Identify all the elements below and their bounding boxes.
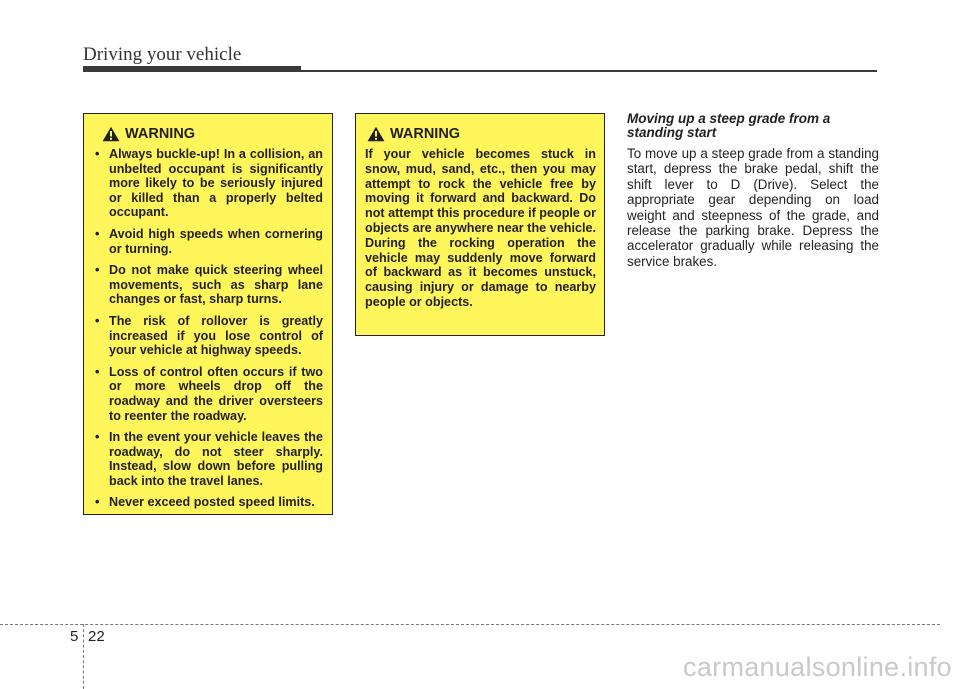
watermark: carmanualsonline.info: [683, 652, 952, 682]
page-header-title: Driving your vehicle: [83, 44, 242, 65]
warning-title: WARNING: [125, 126, 196, 142]
header-rule-thick: [83, 66, 301, 72]
header-rule-thin: [301, 70, 877, 72]
chapter-number: 5: [70, 628, 79, 645]
warning-heading: [365, 126, 596, 142]
warning-item: • Never exceed posted speed limits.: [92, 495, 323, 510]
warning-box-right: [355, 113, 605, 336]
section-body-text: To move up a steep grade from a standing start, depress the brake pedal, shift the shift lever to D (Drive). Select the appropriate gear depending on load weight and steepness of the grade, and release the parking brake. Depress the accelerator gradually while releasing the service brakes.: [627, 146, 879, 269]
warning-triangle-icon: [102, 126, 120, 142]
footer-vertical-divider: [83, 624, 84, 689]
warning-item: • Avoid high speeds when cornering or turning.: [92, 227, 323, 256]
warning-list: [92, 147, 323, 510]
warning-triangle-icon: [367, 126, 385, 142]
warning-heading: [92, 126, 323, 142]
warning-item: • In the event your vehicle leaves the roadway, do not steer sharply. Instead, slow down before pulling back into the travel lanes.: [92, 430, 323, 488]
warning-box-left: [83, 113, 333, 515]
footer-divider: [0, 624, 940, 625]
warning-item: • Loss of control often occurs if two or more wheels drop off the roadway and the driver oversteers to reenter the roadway.: [92, 365, 323, 423]
warning-text: If your vehicle becomes stuck in snow, mud, sand, etc., then you may attempt to rock the vehicle free by moving it forward and backward. Do not attempt this procedure if people or objects are anywhere near the vehicle. During the rocking operation the vehicle may suddenly move forward of backward as it becomes unstuck, causing injury or damage to nearby people or objects.: [365, 147, 596, 309]
section-heading: Moving up a steep grade from a standing start: [627, 111, 831, 140]
page-number: 22: [88, 628, 105, 645]
warning-item: • Do not make quick steering wheel movements, such as sharp lane changes or fast, sharp turns.: [92, 263, 323, 307]
warning-item: • Always buckle-up! In a collision, an unbelted occupant is significantly more likely to be seriously injured or killed than a properly belted occupant.: [92, 147, 323, 220]
warning-title: WARNING: [390, 126, 461, 142]
warning-item: • The risk of rollover is greatly increased if you lose control of your vehicle at highway speeds.: [92, 314, 323, 358]
